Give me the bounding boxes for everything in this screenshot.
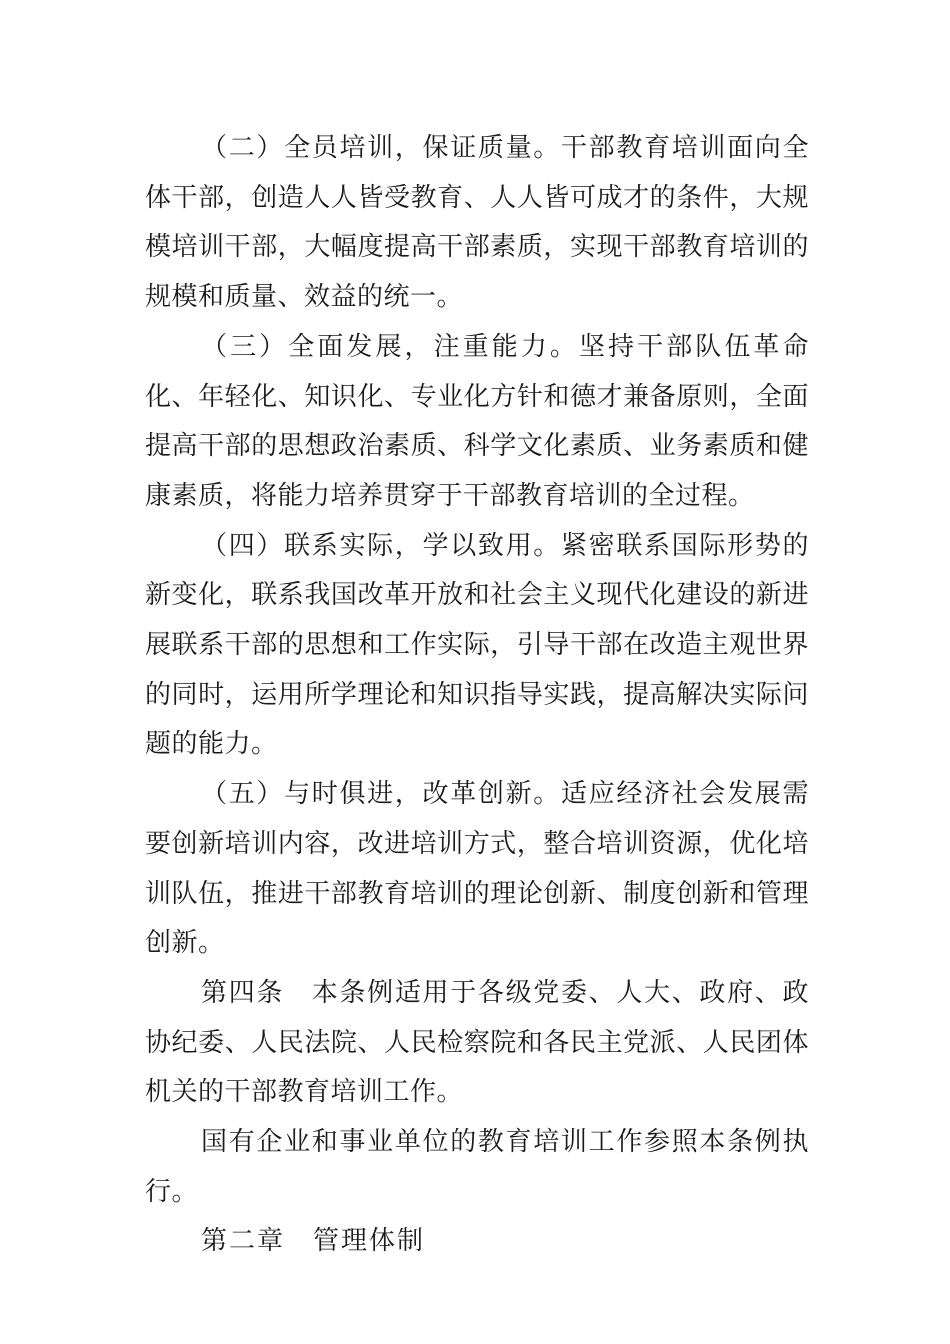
paragraph-principle-4: （四）联系实际，学以致用。紧密联系国际形势的新变化，联系我国改革开放和社会主义现代化建设的新进展联系干部的思想和工作实际，引导干部在改造主观世界的同时，运用所学理论和知识指导实践，提高解决实际问题的能力。 <box>145 530 809 760</box>
paragraph-principle-3: （三）全面发展，注重能力。坚持干部队伍革命化、年轻化、知识化、专业化方针和德才兼备原则，全面提高干部的思想政治素质、科学文化素质、业务素质和健康素质，将能力培养贯穿于干部教育培训的全过程。 <box>145 331 809 511</box>
paragraph-principle-5: （五）与时俱进，改革创新。适应经济社会发展需要创新培训内容，改进培训方式，整合培训资源，优化培训队伍，推进干部教育培训的理论创新、制度创新和管理创新。 <box>145 779 809 959</box>
document-body <box>145 124 809 1267</box>
chapter-heading: 第二章 管理体制 <box>201 1226 426 1257</box>
paragraph-principle-2: （二）全员培训，保证质量。干部教育培训面向全体干部，创造人人皆受教育、人人皆可成才的条件，大规模培训干部，大幅度提高干部素质，实现干部教育培训的规模和质量、效益的统一。 <box>145 133 809 313</box>
paragraph-state-enterprises: 国有企业和事业单位的教育培训工作参照本条例执行。 <box>145 1127 809 1207</box>
paragraph-article-4: 第四条 本条例适用于各级党委、人大、政府、政协纪委、人民法院、人民检察院和各民主党派、人民团体机关的干部教育培训工作。 <box>145 977 809 1108</box>
